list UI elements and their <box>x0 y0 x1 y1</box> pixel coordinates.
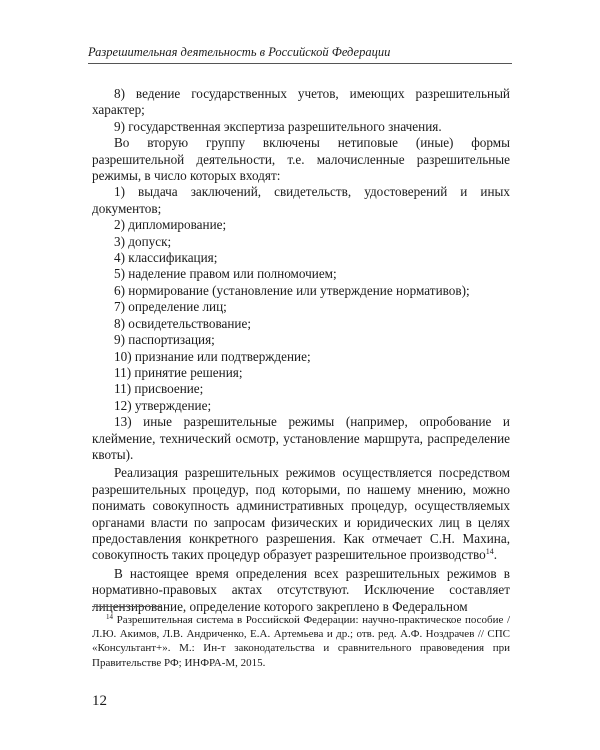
running-head-title: Разрешительная деятельность в Российской Федерации <box>88 45 391 59</box>
footnote-text: Разрешительная система в Российской Федерации: научно-практическое пособие / Л.Ю. Акимов, Л.В. Андриченко, Е.А. Артемьева и др.; отв. ред. А.Ф. Ноздрачев // СПС «Консультант+». М.: Ин-т законодательства и сравнительного правоведения при Правительстве РФ; ИНФРА-М, 2015. <box>92 614 511 669</box>
list-item: 6) нормирование (установление или утверждение нормативов); <box>114 282 470 298</box>
paragraph: 9) государственная экспертиза разрешительного значения. <box>114 118 442 134</box>
list-item: 13) иные разрешительные режимы (например, опробование и клеймение, технический осмотр, установление маршрута, распределение квоты). <box>92 414 510 462</box>
list-item: 11) присвоение; <box>114 381 204 397</box>
paragraph-text: Реализация разрешительных режимов осуществляется посредством разрешительных процедур, под которыми, по нашему мнению, можно понимать совокупность административных процедур, осуществляемых органами власти по запросам физических и юридических лиц в целях предоставления конкретного разрешения. Как отмечает С.Н. Махина, совокупность таких процедур образует разрешительное производство <box>92 465 510 563</box>
list-item: 1) выдача заключений, свидетельств, удостоверений и иных документов; <box>92 184 510 216</box>
footnote-reference: 14 <box>485 547 494 557</box>
page-number: 12 <box>92 693 107 709</box>
paragraph: Во вторую группу включены нетиповые (иные) формы разрешительной деятельности, т.е. малочисленные разрешительные режимы, в число которых входят: <box>92 135 510 184</box>
list-item: 9) паспортизация; <box>114 332 215 348</box>
paragraph: В настоящее время определения всех разрешительных режимов в нормативно-правовых актах отсутствуют. Исключение составляет лицензирование, определение которого закреплено в Федеральном <box>92 565 510 614</box>
footnote-rule <box>92 606 162 607</box>
list-item: 7) определение лиц; <box>114 299 227 315</box>
body-text <box>92 86 510 615</box>
sentence-end: . <box>493 547 497 563</box>
list-item: 3) допуск; <box>114 233 172 249</box>
list-item: 10) признание или подтверждение; <box>114 348 311 364</box>
list-item: 4) классификация; <box>114 250 218 266</box>
paragraph <box>92 465 510 563</box>
list-item: 2) дипломирование; <box>114 217 227 233</box>
paragraph: 8) ведение государственных учетов, имеющих разрешительный характер; <box>92 86 510 118</box>
list-item: 11) принятие решения; <box>114 364 243 380</box>
footnote <box>92 613 510 670</box>
list-item: 8) освидетельствование; <box>114 315 252 331</box>
footnote-number: 14 <box>106 613 113 621</box>
header-rule <box>88 63 512 64</box>
list-item: 12) утверждение; <box>114 397 212 413</box>
list-item: 5) наделение правом или полномочием; <box>114 266 337 282</box>
